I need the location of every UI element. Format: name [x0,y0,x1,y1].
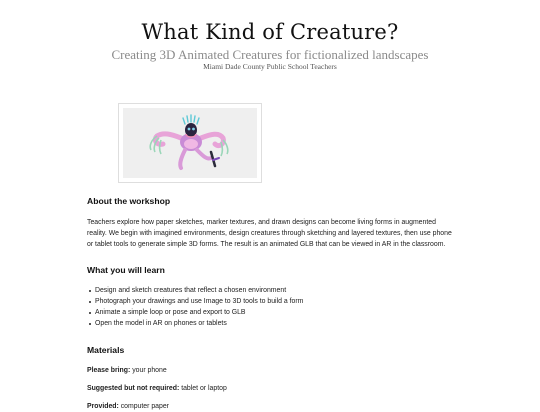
learn-list [87,285,457,329]
materials-suggested-label: Suggested but not required: [87,385,180,392]
materials-bring-label: Please bring: [87,367,131,374]
list-item: Open the model in AR on phones or tablets [95,318,457,329]
list-item: Photograph your drawings and use Image to 3D tools to build a form [95,296,457,307]
creature-illustration [123,108,257,178]
materials-provided-label: Provided: [87,403,119,410]
organization-label: Miami Dade County Public School Teachers [203,62,337,71]
materials-provided-value: computer paper [120,403,169,410]
list-item: Animate a simple loop or pose and export to GLB [95,307,457,318]
materials-suggested [87,383,457,394]
creature-drawing [123,108,259,180]
section-heading-materials: Materials [87,345,125,355]
materials-provided [87,401,457,412]
creature-image [118,103,262,183]
workshop-description: Teachers explore how paper sketches, marker textures, and drawn designs can become living forms in augmented reality. We begin with imagined environments, design creatures through sketching and layered textures, then use phone or tablet tools to generate simple 3D forms. The result is an animated GLB that can be viewed in AR in the classroom. [87,219,452,248]
materials-suggested-value: tablet or laptop [181,385,227,392]
page-subtitle: Creating 3D Animated Creatures for fictionalized landscapes [111,47,429,62]
section-heading-learn: What you will learn [87,265,165,275]
main-content [87,196,457,412]
materials-bring [87,365,457,376]
page-title: What Kind of Creature? [141,20,399,44]
materials-bring-value: your phone [132,367,167,374]
section-heading-workshop: About the workshop [87,196,171,206]
list-item: Design and sketch creatures that reflect a chosen environment [95,285,457,296]
